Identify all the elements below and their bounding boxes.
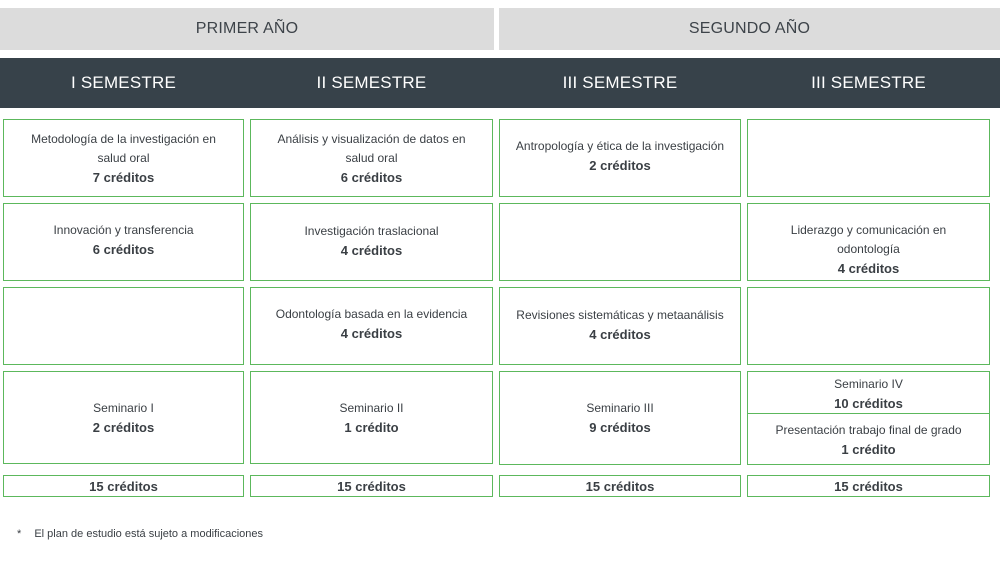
total-cell [250, 475, 493, 497]
total-credits: 15 créditos [89, 478, 158, 494]
course-title: Seminario III [586, 401, 654, 415]
course-title: Antropología y ética de la investigación [515, 139, 725, 153]
course-cell [250, 287, 493, 365]
course-title: Odontología basada en la evidencia [275, 307, 468, 321]
empty-cell [747, 287, 990, 365]
course-credits: 4 créditos [837, 261, 900, 276]
course-credits: 4 créditos [589, 327, 651, 342]
course-credits: 1 crédito [841, 442, 896, 457]
total-credits: 15 créditos [337, 478, 406, 494]
course-credits: 6 créditos [92, 242, 155, 257]
course-credits: 9 créditos [589, 420, 651, 435]
course-credits: 1 crédito [344, 419, 399, 435]
course-cell-split [747, 371, 990, 465]
cell-divider [747, 413, 990, 414]
empty-cell [747, 119, 990, 197]
course-title: Liderazgo y comunicación en odontología [790, 223, 947, 256]
course-cell [499, 119, 741, 197]
course-title: Metodología de la investigación en salud oral [31, 131, 216, 165]
footnote-text: El plan de estudio está sujeto a modificaciones [34, 528, 264, 540]
footnote [17, 528, 263, 540]
course-cell [250, 203, 493, 281]
course-title: Seminario IV [834, 377, 903, 391]
empty-cell [499, 203, 741, 281]
course-cell [3, 371, 244, 464]
total-cell [3, 475, 244, 497]
course-cell [250, 119, 493, 197]
course-cell [499, 287, 741, 365]
course-credits: 10 créditos [834, 396, 903, 411]
course-credits: 2 créditos [92, 419, 155, 435]
course-cell [3, 203, 244, 281]
semester-header-3: III SEMESTRE [562, 73, 678, 92]
course-cell [499, 371, 741, 465]
footnote-marker: * [17, 528, 22, 540]
course-title: Análisis y visualización de datos en salud oral [277, 131, 466, 165]
course-credits: 4 créditos [340, 243, 403, 258]
course-cell [3, 119, 244, 197]
course-title: Revisiones sistemáticas y metaanálisis [516, 308, 724, 322]
semester-header-2: II SEMESTRE [316, 73, 427, 92]
course-title: Innovación y transferencia [53, 223, 194, 237]
course-title: Investigación traslacional [304, 224, 439, 238]
course-title: Seminario II [339, 400, 404, 415]
year-header-second: SEGUNDO AÑO [499, 8, 1000, 50]
course-title: Seminario I [93, 400, 154, 415]
course-credits: 6 créditos [340, 169, 403, 185]
semester-header-1: I SEMESTRE [71, 73, 176, 92]
total-cell [499, 475, 741, 497]
course-cell [250, 371, 493, 464]
course-cell [747, 203, 990, 281]
course-title: Presentación trabajo final de grado [775, 423, 962, 437]
empty-cell [3, 287, 244, 365]
total-credits: 15 créditos [585, 478, 655, 494]
year-header-first: PRIMER AÑO [0, 8, 494, 50]
course-credits: 4 créditos [340, 326, 403, 341]
total-credits: 15 créditos [834, 478, 903, 494]
course-credits: 2 créditos [589, 158, 651, 173]
semester-header-bar [0, 58, 1000, 108]
course-credits: 7 créditos [92, 169, 155, 185]
semester-header-4: III SEMESTRE [811, 73, 926, 92]
total-cell [747, 475, 990, 497]
